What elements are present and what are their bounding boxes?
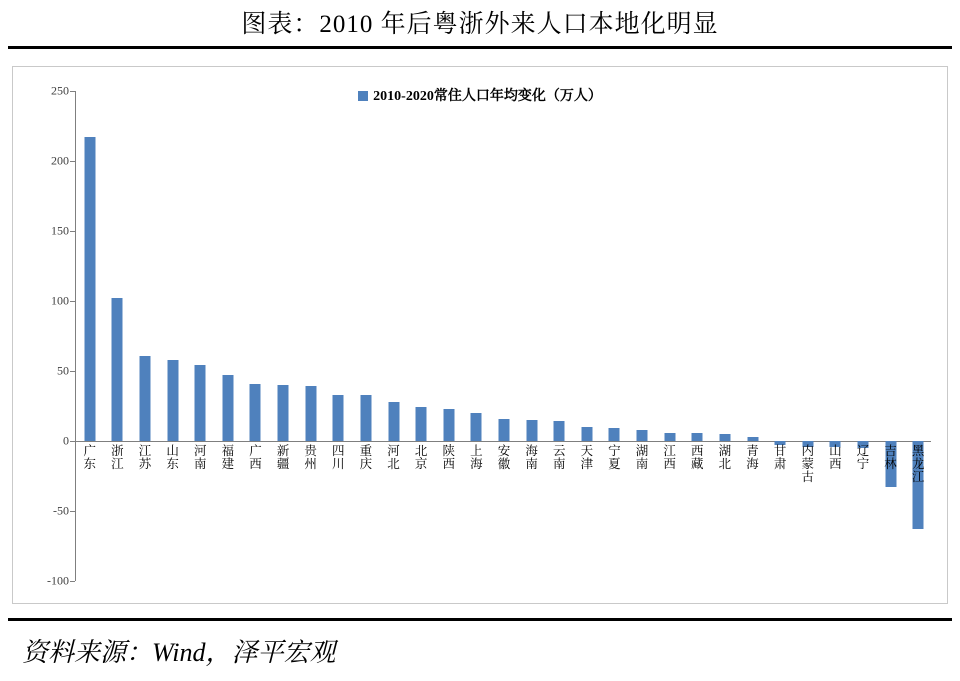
bar[interactable] [388,402,399,441]
x-tick-label: 海南 [525,444,538,471]
bar[interactable] [195,365,206,441]
legend-label: 2010-2020常住人口年均变化（万人） [373,89,602,104]
y-tick-label: -100 [47,573,69,588]
bar[interactable] [112,298,123,441]
bar[interactable] [747,437,758,441]
y-tick-label: 100 [51,293,69,308]
bar[interactable] [554,421,565,441]
x-tick-label: 四川 [332,444,345,471]
bar[interactable] [416,407,427,441]
bar[interactable] [222,375,233,441]
bar[interactable] [719,434,730,441]
bar[interactable] [140,356,151,441]
x-tick-label: 新疆 [276,444,290,471]
y-tick-label: 0 [63,433,69,448]
bar[interactable] [664,433,675,441]
x-tick-label: 宁夏 [608,444,621,471]
y-tick-mark [70,231,75,232]
bar[interactable] [609,428,620,441]
bar[interactable] [360,395,371,441]
x-tick-label: 天津 [580,444,594,471]
x-tick-label: 贵州 [304,444,317,471]
x-tick-label: 安徽 [497,444,511,471]
x-tick-label: 云南 [552,444,566,471]
bar[interactable] [692,433,703,441]
x-tick-label: 内蒙古 [801,444,814,484]
bar[interactable] [471,413,482,441]
divider-top [8,46,952,49]
page-title: 图表：2010 年后粤浙外来人口本地化明显 [241,11,719,38]
y-tick-mark [70,441,75,442]
x-tick-label: 北京 [414,444,428,471]
y-tick-label: 50 [57,363,69,378]
x-tick-label: 辽宁 [856,444,870,471]
bar[interactable] [637,430,648,441]
x-tick-label: 山西 [829,444,842,471]
x-tick-label: 陕西 [442,444,455,471]
x-tick-label: 甘肃 [773,444,787,471]
x-tick-label: 青海 [746,444,759,471]
plot-area [47,83,931,591]
bar[interactable] [84,137,95,441]
y-tick-label: 250 [51,83,69,98]
bar[interactable] [305,386,316,441]
chart-container [12,66,948,604]
x-tick-label: 山东 [166,444,179,471]
bar[interactable] [278,385,289,441]
bar[interactable] [250,384,261,441]
x-tick-label: 黑龙江 [911,444,925,484]
y-tick-mark [70,301,75,302]
y-tick-mark [70,581,75,582]
x-tick-label: 河北 [387,444,400,471]
x-tick-label: 湖北 [718,444,732,471]
bar[interactable] [498,419,509,441]
x-tick-label: 上海 [470,444,483,471]
source-note: 资料来源：Wind，泽平宏观 [22,638,336,667]
bar[interactable] [526,420,537,441]
x-tick-label: 江苏 [138,444,152,471]
x-tick-label: 河南 [193,444,207,471]
x-tick-label: 福建 [221,444,235,471]
y-tick-mark [70,371,75,372]
bar[interactable] [581,427,592,441]
y-tick-label: 150 [51,223,69,238]
y-tick-mark [70,161,75,162]
x-tick-label: 江西 [663,444,676,471]
y-tick-label: 200 [51,153,69,168]
x-tick-label: 湖南 [635,444,649,471]
y-tick-label: -50 [53,503,69,518]
y-tick-mark [70,91,75,92]
x-tick-label: 西藏 [691,444,704,471]
x-tick-label: 广西 [249,444,262,471]
x-tick-label: 吉林 [884,444,897,471]
bar[interactable] [443,409,454,441]
x-tick-label: 广东 [83,444,97,471]
y-tick-mark [70,511,75,512]
bar[interactable] [167,360,178,441]
divider-bottom [8,618,952,621]
x-tick-label: 重庆 [359,444,373,471]
bar[interactable] [333,395,344,441]
x-tick-label: 浙江 [111,444,124,471]
y-axis [75,91,76,581]
